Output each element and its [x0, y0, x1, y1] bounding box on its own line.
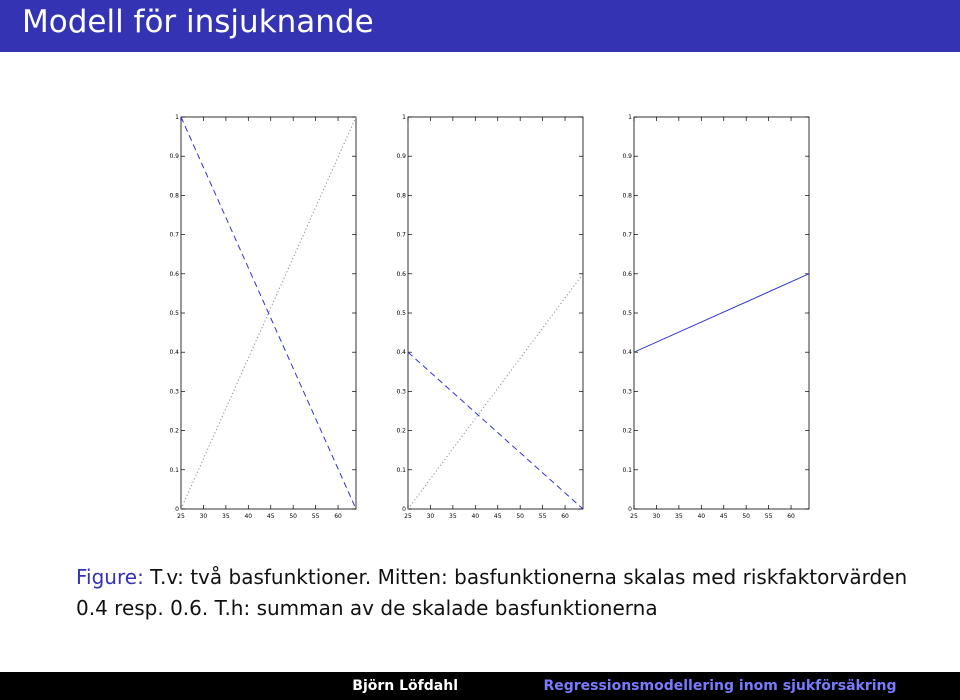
y-tick-label: 1 — [175, 114, 179, 121]
x-tick-label: 45 — [493, 513, 502, 520]
y-tick-label: 0.6 — [396, 270, 406, 278]
footer-talk-title: Regressionsmodellering inom sjukförsäkring — [480, 672, 960, 700]
y-tick-label: 0.5 — [396, 310, 406, 317]
x-tick-label: 45 — [719, 513, 728, 520]
x-tick-label: 50 — [289, 513, 297, 520]
x-tick-label: 30 — [652, 513, 661, 520]
y-tick-label: 0.2 — [622, 427, 632, 435]
x-tick-label: 35 — [675, 513, 683, 520]
y-tick-label: 0.4 — [169, 349, 179, 357]
slide-title: Modell för insjuknande — [22, 4, 374, 40]
caption-text: T.v: två basfunktioner. Mitten: basfunktionerna skalas med riskfaktorvärden 0.4 resp. 0.6. T.h: summan av de skalade basfunktionerna — [76, 565, 908, 620]
y-tick-label: 0.2 — [169, 427, 179, 435]
x-tick-label: 55 — [764, 513, 773, 520]
chart-panel-3 — [622, 114, 809, 520]
y-tick-label: 0.6 — [622, 270, 632, 278]
y-tick-label: 1 — [628, 114, 632, 121]
y-tick-label: 0.3 — [169, 388, 179, 396]
x-tick-label: 55 — [538, 513, 547, 520]
y-tick-label: 0 — [175, 506, 179, 513]
y-tick-label: 0.4 — [622, 349, 632, 357]
y-tick-label: 0.9 — [622, 153, 632, 161]
y-tick-label: 0.6 — [169, 270, 179, 278]
y-tick-label: 0 — [628, 506, 632, 513]
y-tick-label: 0.9 — [396, 153, 406, 161]
y-tick-label: 0.1 — [622, 466, 632, 474]
y-tick-label: 0.7 — [622, 231, 632, 239]
x-tick-label: 40 — [244, 513, 253, 520]
y-tick-label: 0.5 — [169, 310, 179, 317]
y-tick-label: 0.1 — [169, 466, 179, 474]
x-tick-label: 35 — [222, 513, 230, 520]
y-tick-label: 0.7 — [169, 231, 179, 239]
y-tick-label: 0.7 — [396, 231, 406, 239]
x-tick-label: 60 — [787, 513, 795, 520]
y-tick-label: 0.4 — [396, 349, 406, 357]
slide-footer — [0, 672, 960, 700]
y-tick-label: 0.3 — [396, 388, 406, 396]
plot-frame — [408, 117, 583, 509]
x-tick-label: 40 — [697, 513, 706, 520]
y-tick-label: 1 — [402, 114, 406, 121]
x-tick-label: 25 — [177, 513, 185, 520]
y-tick-label: 0.8 — [396, 192, 406, 200]
y-tick-label: 0.1 — [396, 466, 406, 474]
x-tick-label: 60 — [561, 513, 569, 520]
x-tick-label: 25 — [404, 513, 412, 520]
footer-author: Björn Löfdahl — [0, 672, 480, 700]
y-tick-label: 0.2 — [396, 427, 406, 435]
x-tick-label: 40 — [471, 513, 480, 520]
chart-panel-2 — [396, 114, 583, 520]
x-tick-label: 55 — [311, 513, 320, 520]
y-tick-label: 0.8 — [622, 192, 632, 200]
y-tick-label: 0.3 — [622, 388, 632, 396]
x-tick-label: 30 — [426, 513, 435, 520]
y-tick-label: 0.9 — [169, 153, 179, 161]
x-tick-label: 30 — [199, 513, 208, 520]
y-tick-label: 0.8 — [169, 192, 179, 200]
x-tick-label: 45 — [266, 513, 275, 520]
caption-label: Figure: — [76, 565, 144, 589]
y-tick-label: 0 — [402, 506, 406, 513]
x-tick-label: 50 — [516, 513, 524, 520]
y-tick-label: 0.5 — [622, 310, 632, 317]
chart-panel-1 — [169, 114, 356, 520]
x-tick-label: 25 — [630, 513, 638, 520]
x-tick-label: 50 — [742, 513, 750, 520]
x-tick-label: 60 — [334, 513, 342, 520]
x-tick-label: 35 — [449, 513, 457, 520]
figure-caption — [76, 562, 936, 624]
